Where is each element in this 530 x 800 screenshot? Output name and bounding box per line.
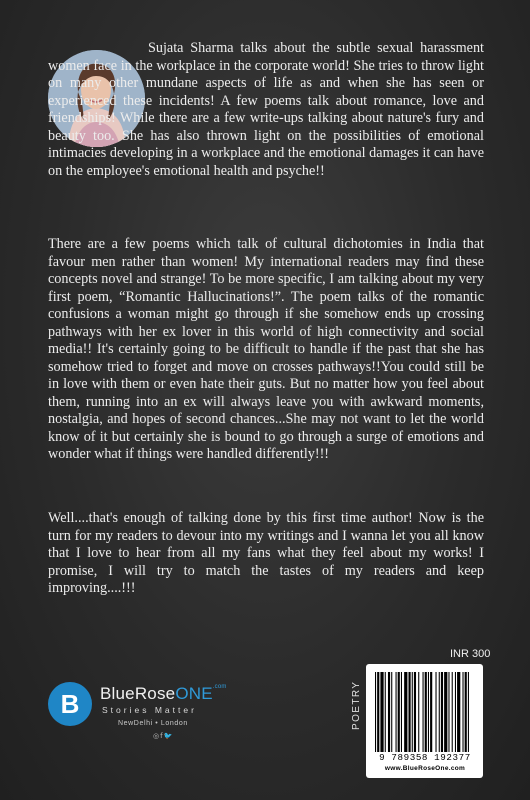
barcode-bar bbox=[455, 672, 456, 754]
barcode-bar bbox=[465, 672, 467, 754]
barcode-bar bbox=[398, 672, 400, 754]
barcode-bar bbox=[412, 672, 413, 754]
about-paragraph-3: Well....that's enough of talking done by this first time author! Now is the turn for my readers to devour into my writings and I wanna let you all know that I love to hear from all my fans what they feel about my works! I promise, I will try to match the tastes of my readers and keep improving....!!! bbox=[48, 510, 484, 596]
publisher-website: www.BlueRoseOne.com bbox=[384, 765, 466, 772]
publisher-cities: NewDelhi • London bbox=[118, 720, 188, 727]
barcode-bar bbox=[425, 672, 427, 754]
isbn-barcode bbox=[366, 664, 483, 778]
publisher-logo-icon: B bbox=[48, 682, 92, 726]
barcode-bar bbox=[423, 672, 424, 754]
barcode-bar bbox=[444, 672, 447, 754]
barcode-bar bbox=[388, 672, 390, 754]
publisher-name-part1: BlueRose bbox=[100, 684, 176, 703]
barcode-bar bbox=[375, 672, 376, 754]
barcode-bar bbox=[414, 672, 416, 754]
barcode-bar bbox=[448, 672, 449, 754]
barcode-bar bbox=[435, 672, 436, 754]
barcode-bar bbox=[462, 672, 463, 754]
barcode-bar bbox=[408, 672, 410, 754]
barcode-icon bbox=[366, 664, 483, 764]
barcode-bar bbox=[468, 672, 469, 754]
barcode-bar bbox=[380, 672, 383, 754]
barcode-bar bbox=[396, 672, 397, 754]
barcode-bar bbox=[452, 672, 453, 754]
publisher-logo bbox=[48, 682, 238, 742]
barcode-bar bbox=[441, 672, 443, 754]
barcode-bar bbox=[457, 672, 460, 754]
publisher-tagline: Stories Matter bbox=[102, 705, 197, 715]
publisher-name bbox=[100, 684, 227, 704]
barcode-bar bbox=[439, 672, 440, 754]
genre-label: POETRY bbox=[351, 680, 362, 730]
barcode-bar bbox=[401, 672, 402, 754]
publisher-name-part2: ONE bbox=[175, 684, 213, 703]
barcode-bar bbox=[391, 672, 392, 754]
price-label: INR 300 bbox=[450, 648, 491, 660]
barcode-bar bbox=[428, 672, 429, 754]
barcode-bar bbox=[377, 672, 379, 754]
barcode-bar bbox=[430, 672, 432, 754]
publisher-trademark: .com bbox=[212, 684, 227, 690]
barcode-bar bbox=[385, 672, 386, 754]
barcode-bar bbox=[418, 672, 419, 754]
barcode-bar bbox=[404, 672, 407, 754]
about-paragraph-2: There are a few poems which talk of cultural dichotomies in India that favour men rather than women! My international readers may find these concepts novel and strange! To be more specific, I am talking about my very first poem, “Romantic Hallucinations!”. The poem talks of the romantic confusions a woman might go through if she somehow ends up crossing pathways with her ex lover in this world of high connectivity and social media!! It's certainly going to be difficult to handle if the past that she has somehow tried to forget and move on crosses pathways!!You could still be in love with them or even hate their guts. But no matter how you feel about them, running into an ex will always leave you with awkward moments, nostalgia, and hopes of second chances...She may not want to let the world know of it but certainly she is bound to go through a surge of emotions and wonder what if things were handled differently!!! bbox=[48, 236, 484, 462]
isbn-number: 9 789358 192377 bbox=[372, 752, 478, 763]
social-icons: ◎f🐦 bbox=[153, 732, 174, 740]
about-paragraph-1: Sujata Sharma talks about the subtle sexual harassment women face in the workplace in the corporate world! She tries to throw light on many other mundane aspects of life as and when she has seen or experienced these incidents! A few poems talk about romance, love and friendships! While there are a few write-ups talking about nature's fury and beauty too. She has also thrown light on the possibilities of emotional intimacies developing in a workplace and the emotional damages it can have on the employee's emotional health and psyche!! bbox=[48, 40, 484, 179]
